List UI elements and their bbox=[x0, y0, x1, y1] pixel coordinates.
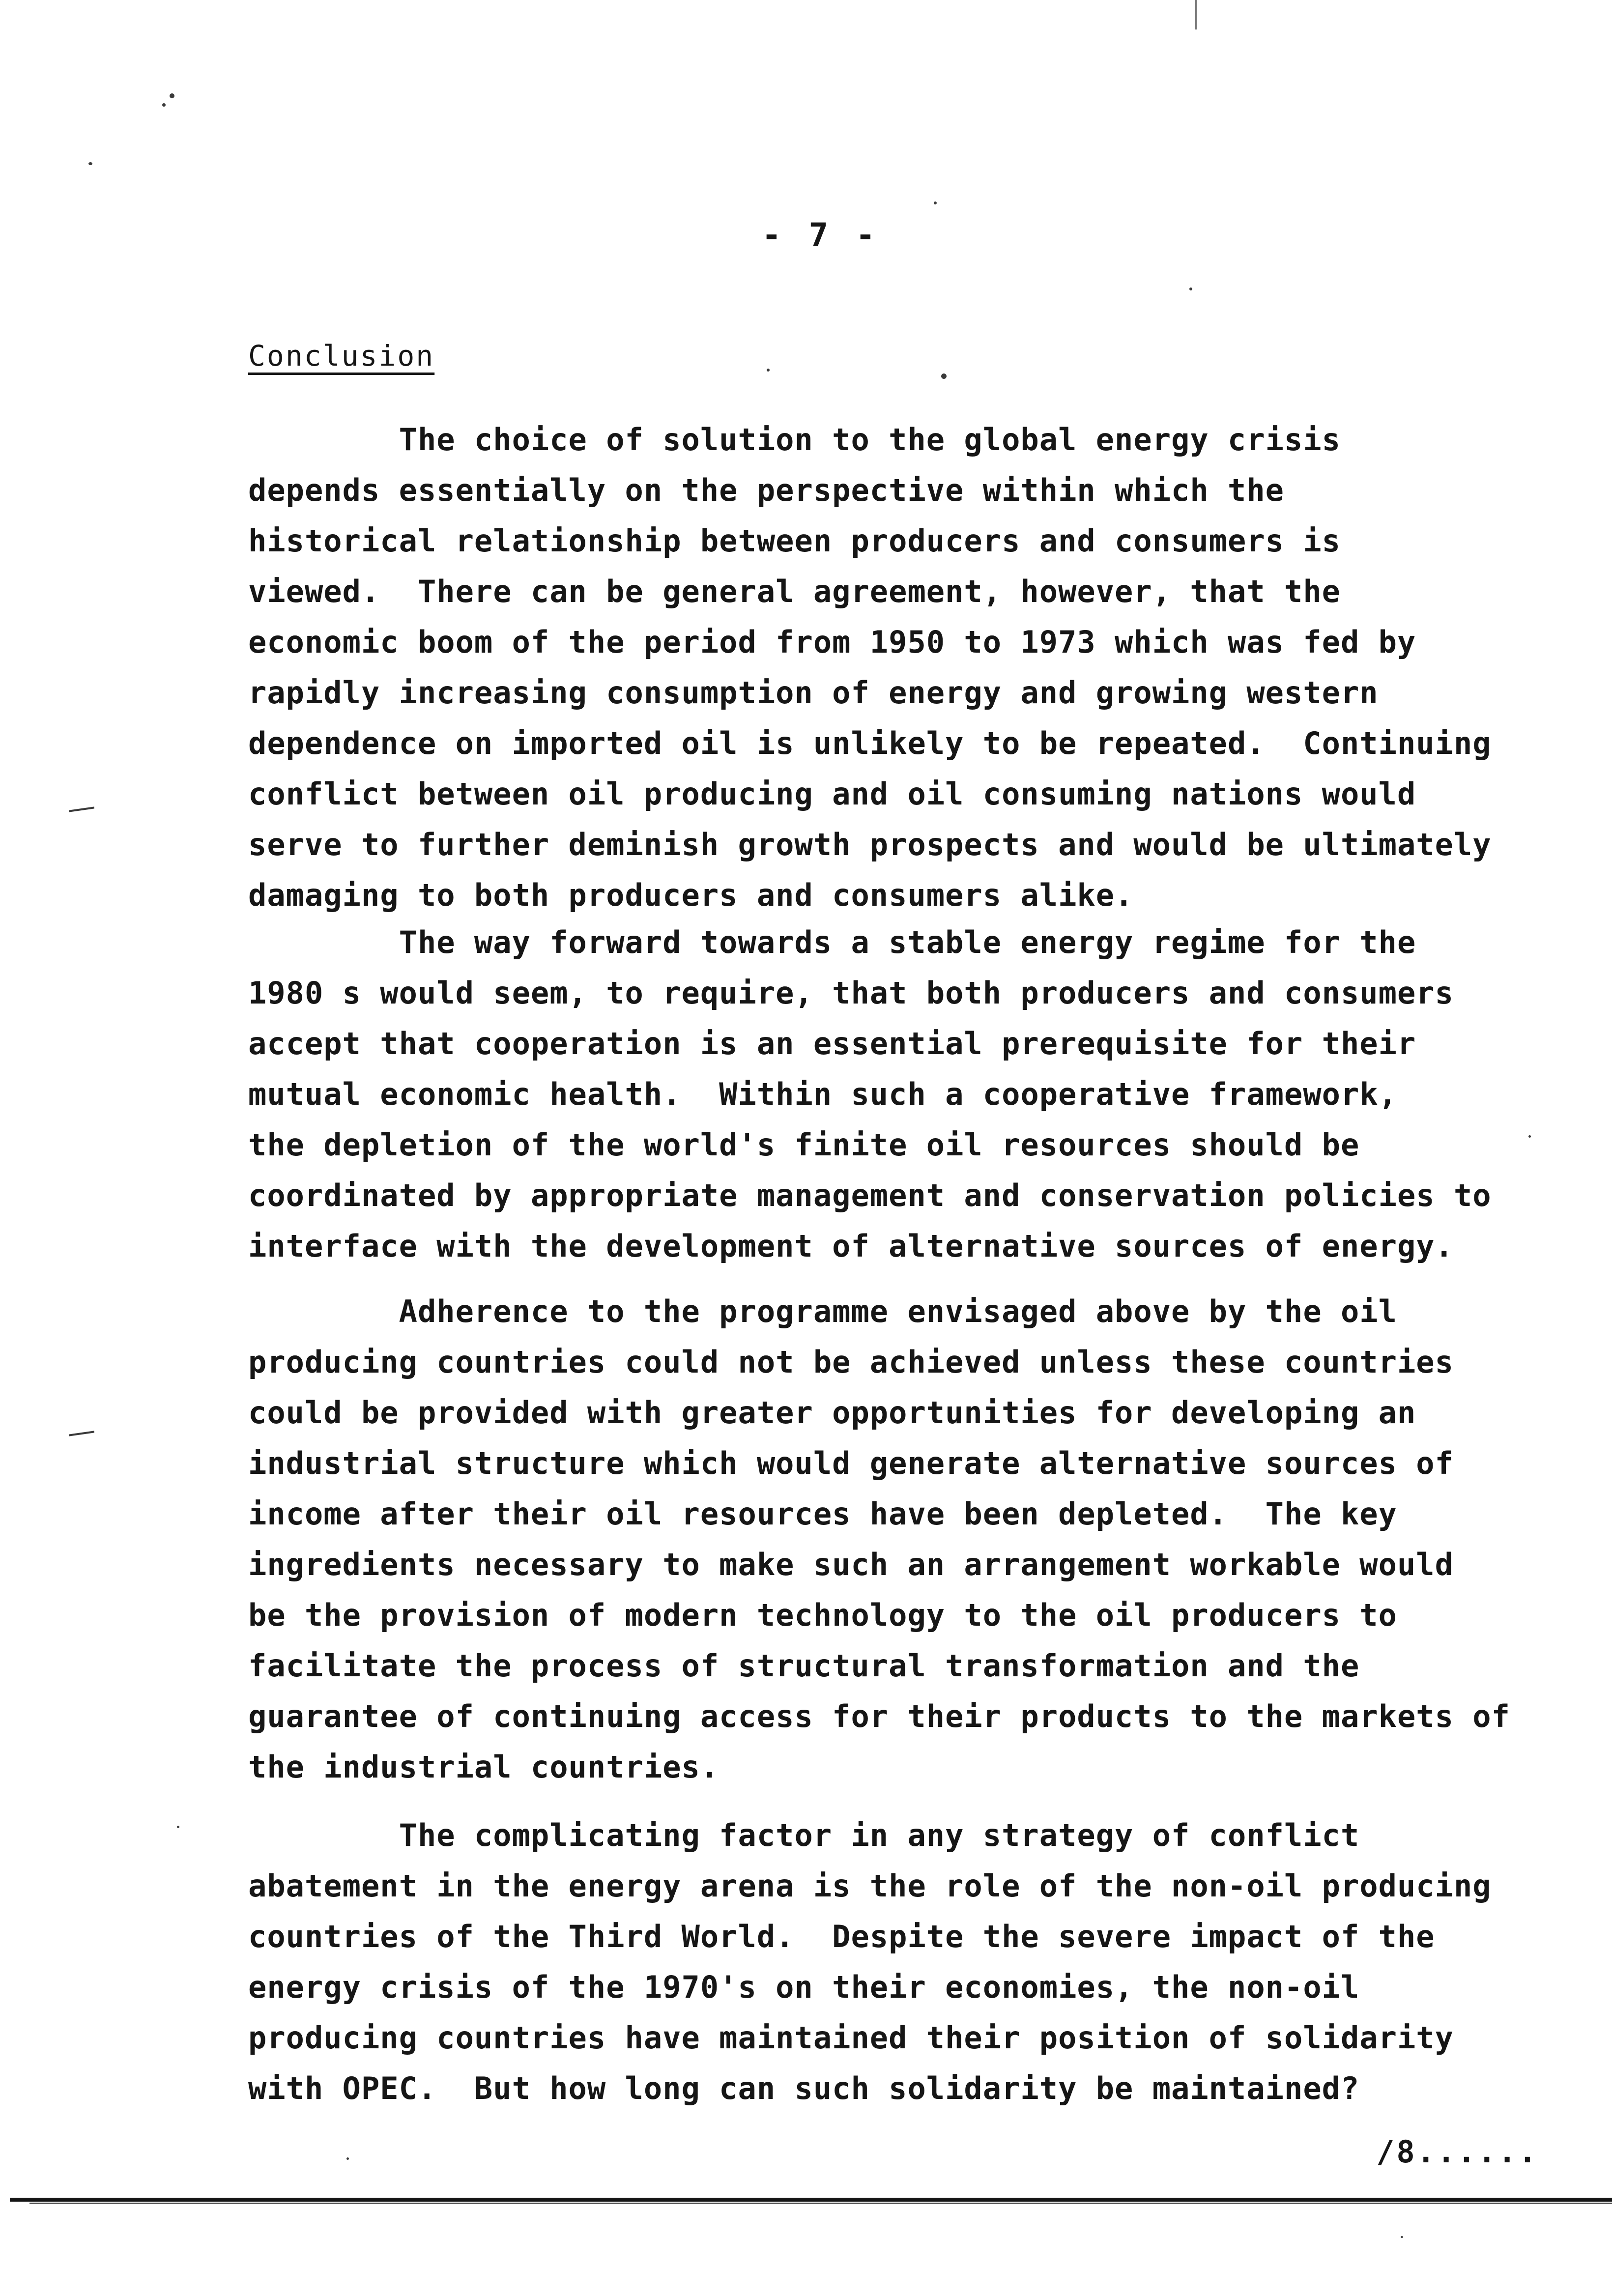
text-line: conflict between oil producing and oil consuming nations would bbox=[248, 776, 1416, 812]
text-line: guarantee of continuing access for their products to the markets of bbox=[248, 1698, 1510, 1734]
section-heading: Conclusion bbox=[248, 339, 435, 373]
paragraph-3 bbox=[248, 1286, 1510, 1792]
text-line: the industrial countries. bbox=[248, 1749, 720, 1785]
scan-speck bbox=[162, 103, 166, 107]
scan-speck bbox=[177, 1826, 179, 1828]
page-number: - 7 - bbox=[762, 216, 879, 254]
text-line: rapidly increasing consumption of energy and growing western bbox=[248, 675, 1379, 711]
continuation-marker: /8...... bbox=[1376, 2134, 1539, 2170]
bottom-rule-shadow bbox=[29, 2203, 1612, 2204]
scan-mark bbox=[1195, 0, 1197, 29]
text-line: be the provision of modern technology to the oil producers to bbox=[248, 1597, 1397, 1633]
text-line: ingredients necessary to make such an arrangement workable would bbox=[248, 1547, 1454, 1582]
scan-speck bbox=[346, 2157, 349, 2160]
scan-speck bbox=[170, 93, 174, 98]
text-line: The way forward towards a stable energy regime for the bbox=[248, 924, 1416, 960]
text-line: The complicating factor in any strategy of conflict bbox=[248, 1817, 1360, 1853]
margin-mark bbox=[69, 1431, 94, 1436]
text-line: the depletion of the world's finite oil resources should be bbox=[248, 1127, 1360, 1163]
text-line: dependence on imported oil is unlikely to be repeated. Continuing bbox=[248, 725, 1492, 761]
text-line: interface with the development of alternative sources of energy. bbox=[248, 1228, 1454, 1264]
text-line: historical relationship between producers and consumers is bbox=[248, 523, 1341, 559]
scan-speck bbox=[1528, 1135, 1531, 1138]
scan-speck bbox=[941, 373, 947, 379]
scan-speck bbox=[1189, 287, 1192, 290]
text-line: depends essentially on the perspective within which the bbox=[248, 472, 1284, 508]
text-line: countries of the Third World. Despite the severe impact of the bbox=[248, 1919, 1435, 1954]
bottom-rule bbox=[10, 2198, 1612, 2202]
text-line: producing countries have maintained their position of solidarity bbox=[248, 2020, 1454, 2056]
scan-speck bbox=[934, 201, 937, 204]
text-line: facilitate the process of structural transformation and the bbox=[248, 1648, 1360, 1684]
text-line: economic boom of the period from 1950 to 1973 which was fed by bbox=[248, 624, 1416, 660]
text-line: damaging to both producers and consumers alike. bbox=[248, 877, 1134, 913]
text-line: 1980 s would seem, to require, that both producers and consumers bbox=[248, 975, 1454, 1011]
scan-speck bbox=[767, 369, 770, 372]
text-line: with OPEC. But how long can such solidarity be maintained? bbox=[248, 2070, 1360, 2106]
text-line: producing countries could not be achieved unless these countries bbox=[248, 1344, 1454, 1380]
text-line: abatement in the energy arena is the role of the non-oil producing bbox=[248, 1868, 1492, 1904]
text-line: serve to further deminish growth prospects and would be ultimately bbox=[248, 827, 1492, 862]
paragraph-1 bbox=[248, 414, 1492, 920]
paragraph-2 bbox=[248, 917, 1492, 1271]
text-line: accept that cooperation is an essential prerequisite for their bbox=[248, 1026, 1416, 1062]
text-line: energy crisis of the 1970's on their economies, the non-oil bbox=[248, 1969, 1360, 2005]
text-line: Adherence to the programme envisaged above by the oil bbox=[248, 1293, 1397, 1329]
paragraph-4 bbox=[248, 1810, 1492, 2114]
scan-speck bbox=[1401, 2236, 1403, 2238]
scan-speck bbox=[88, 162, 92, 165]
text-line: viewed. There can be general agreement, however, that the bbox=[248, 574, 1341, 609]
text-line: income after their oil resources have been depleted. The key bbox=[248, 1496, 1397, 1532]
text-line: could be provided with greater opportunities for developing an bbox=[248, 1395, 1416, 1431]
text-line: The choice of solution to the global energy crisis bbox=[248, 422, 1341, 458]
text-line: coordinated by appropriate management and conservation policies to bbox=[248, 1177, 1492, 1213]
text-line: mutual economic health. Within such a cooperative framework, bbox=[248, 1076, 1397, 1112]
text-line: industrial structure which would generate alternative sources of bbox=[248, 1445, 1454, 1481]
margin-mark bbox=[69, 806, 94, 812]
